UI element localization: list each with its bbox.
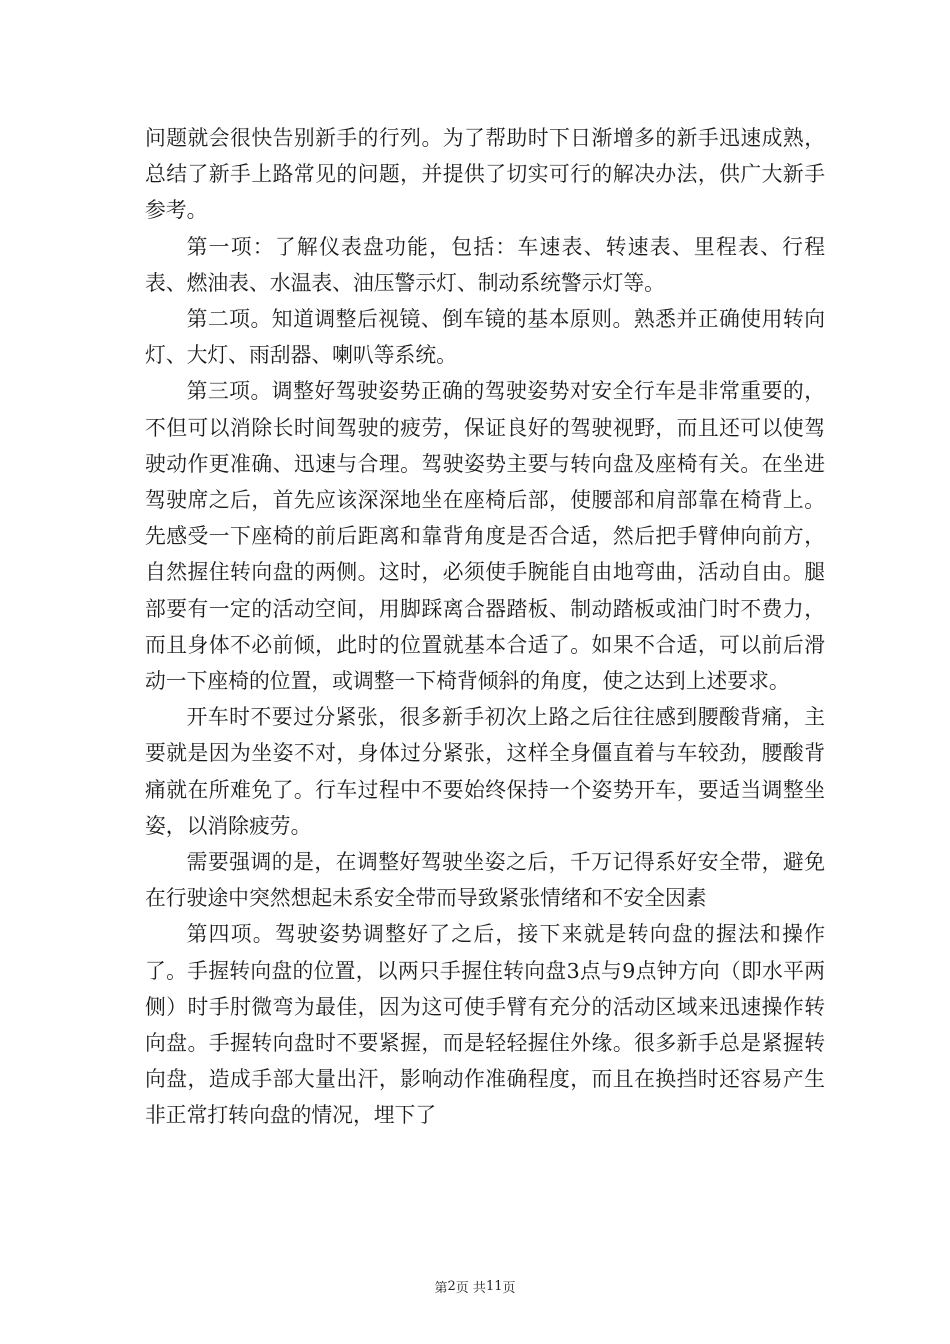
footer-total-pages: 11 (485, 1278, 503, 1294)
paragraph-item-3: 第三项。调整好驾驶姿势正确的驾驶姿势对安全行车是非常重要的，不但可以消除长时间驾驶的疲劳，保证良好的驾驶视野，而且还可以使驾驶动作更准确、迅速与合理。驾驶姿势主要与转向盘及座椅有关。在坐进驾驶席之后，首先应该深深地坐在座椅后部，使腰部和肩部靠在椅背上。先感受一下座椅的前后距离和靠背角度是否合适，然后把手臂伸向前方，自然握住转向盘的两侧。这时，必须使手腕能自由地弯曲，活动自由。腿部要有一定的活动空间，用脚踩离合器踏板、制动踏板或油门时不费力，而且身体不必前倾，此时的位置就基本合适了。如果不合适，可以前后滑动一下座椅的位置，或调整一下椅背倾斜的角度，使之达到上述要求。 (145, 379, 825, 694)
page-footer (0, 1276, 950, 1296)
paragraph-seatbelt-advice: 需要强调的是，在调整好驾驶坐姿之后，千万记得系好安全带，避免在行驶途中突然想起未系安全带而导致紧张情绪和不安全因素 (145, 850, 825, 911)
document-body (145, 120, 825, 1134)
paragraph-item-2: 第二项。知道调整后视镜、倒车镜的基本原则。熟悉并正确使用转向灯、大灯、雨刮器、喇叭等系统。 (145, 307, 825, 368)
footer-suffix: 页 (502, 1280, 516, 1296)
paragraph-continuation: 问题就会很快告别新手的行列。为了帮助时下日渐增多的新手迅速成熟，总结了新手上路常见的问题，并提供了切实可行的解决办法，供广大新手参考。 (145, 126, 825, 223)
paragraph-item-1: 第一项：了解仪表盘功能，包括：车速表、转速表、里程表、行程表、燃油表、水温表、油压警示灯、制动系统警示灯等。 (145, 234, 825, 295)
paragraph-tension-advice: 开车时不要过分紧张，很多新手初次上路之后往往感到腰酸背痛，主要就是因为坐姿不对，身体过分紧张，这样全身僵直着与车较劲，腰酸背痛就在所难免了。行车过程中不要始终保持一个姿势开车，要适当调整坐姿，以消除疲劳。 (145, 705, 825, 838)
footer-middle: 页 共 (455, 1280, 486, 1296)
paragraph-item-4: 第四项。驾驶姿势调整好了之后，接下来就是转向盘的握法和操作了。手握转向盘的位置，以两只手握住转向盘3点与9点钟方向（即水平两侧）时手肘微弯为最佳，因为这可使手臂有充分的活动区域来迅速操作转向盘。手握转向盘时不要紧握，而是轻轻握住外缘。很多新手总是紧握转向盘，造成手部大量出汗，影响动作准确程度，而且在换挡时还容易产生非正常打转向盘的情况，埋下了 (145, 922, 825, 1128)
footer-prefix: 第 (434, 1280, 448, 1296)
footer-current-page: 2 (447, 1278, 456, 1294)
